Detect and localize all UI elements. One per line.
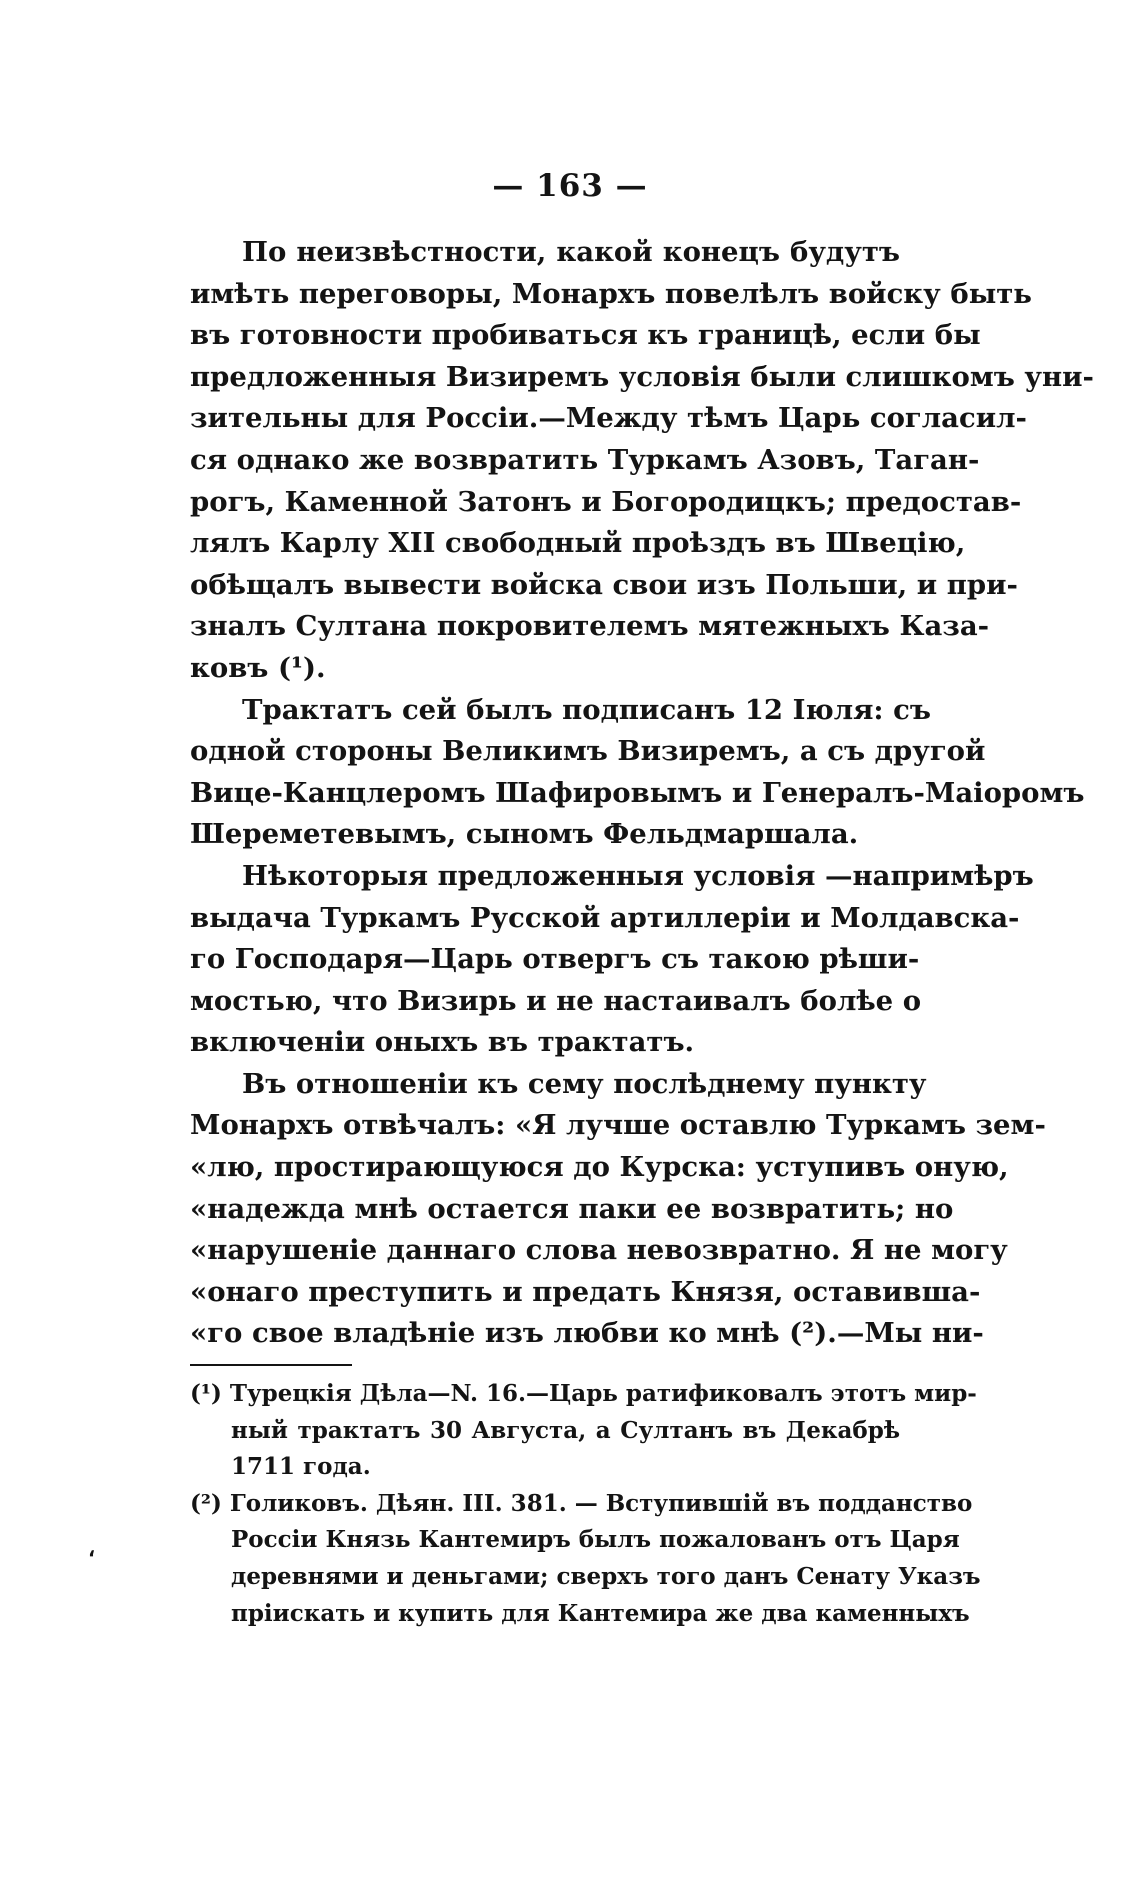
text-line: зительны для Россіи.—Между тѣмъ Царь согласил- [190, 402, 1027, 435]
text-line: «надежда мнѣ остается паки ее возвратить; но [190, 1192, 954, 1225]
text-line: ковъ (¹). [190, 651, 326, 684]
footnote-line: ный трактатъ 30 Августа, а Султанъ въ Декабрѣ [231, 1416, 900, 1444]
footnote-line: (²) Голиковъ. Дѣян. III. 381. — Вступившій въ подданство [190, 1489, 973, 1517]
text-line: предложенныя Визиремъ условія были слишкомъ уни- [190, 360, 1094, 393]
text-line: Шереметевымъ, сыномъ Фельдмаршала. [190, 818, 859, 851]
text-line: имѣть переговоры, Монархъ повелѣлъ войску быть [190, 277, 1032, 310]
footnote-line: 1711 года. [231, 1453, 371, 1481]
main-text [190, 232, 1094, 1355]
text-line: Вице-Канцлеромъ Шафировымъ и Генералъ-Маіоромъ [190, 776, 1085, 809]
text-line: выдача Туркамъ Русской артиллеріи и Молдавска- [190, 901, 1020, 934]
text-line: По неизвѣстности, какой конецъ будутъ [242, 236, 900, 268]
text-line: Монархъ отвѣчалъ: «Я лучше оставлю Туркамъ зем- [190, 1109, 1046, 1142]
text-line: «онаго преступить и предать Князя, оставивша- [190, 1275, 981, 1308]
text-line: Нѣкоторыя предложенныя условія —напримѣръ [242, 859, 1034, 892]
footnote-line: (¹) Турецкія Дѣла—N. 16.—Царь ратификовалъ этотъ мир- [190, 1380, 977, 1407]
text-line: го Господаря—Царь отвергъ съ такою рѣши- [190, 943, 920, 976]
text-line: обѣщалъ вывести войска свои изъ Польши, и при- [190, 568, 1018, 601]
text-line: лялъ Карлу XII свободный проѣздъ въ Швецію, [190, 527, 966, 560]
footnote-divider [190, 1364, 352, 1366]
text-line: «лю, простирающуюся до Курска: уступивъ оную, [190, 1151, 1009, 1184]
text-line: «нарушеніе даннаго слова невозвратно. Я не могу [190, 1234, 1008, 1267]
text-line: ся однако же возвратить Туркамъ Азовъ, Таган- [190, 443, 980, 476]
footnote-line: пріискать и купить для Кантемира же два каменныхъ [231, 1599, 970, 1627]
footnote-line: деревнями и деньгами; сверхъ того данъ Сенату Указъ [231, 1562, 981, 1590]
margin-mark: ، [88, 1536, 96, 1562]
text-line: зналъ Султана покровителемъ мятежныхъ Каза- [190, 610, 990, 643]
footnote-line: Россіи Князь Кантемиръ былъ пожалованъ отъ Царя [231, 1526, 960, 1554]
text-line: Трактатъ сей былъ подписанъ 12 Іюля: съ [242, 693, 931, 726]
text-line: включеніи оныхъ въ трактатъ. [190, 1026, 695, 1059]
text-line: мостью, что Визирь и не настаивалъ болѣе о [190, 984, 922, 1017]
text-line: «го свое владѣніе изъ любви ко мнѣ (²).—Мы ни- [190, 1317, 984, 1350]
text-line: въ готовности пробиваться къ границѣ, если бы [190, 319, 981, 352]
footnotes [190, 1376, 981, 1632]
text-line: одной стороны Великимъ Визиремъ, а съ другой [190, 735, 986, 768]
text-line: рогъ, Каменной Затонъ и Богородицкъ; предостав- [190, 485, 1022, 518]
page-number: — 163 — [492, 168, 648, 204]
text-line: Въ отношеніи къ сему послѣднему пункту [242, 1067, 927, 1100]
